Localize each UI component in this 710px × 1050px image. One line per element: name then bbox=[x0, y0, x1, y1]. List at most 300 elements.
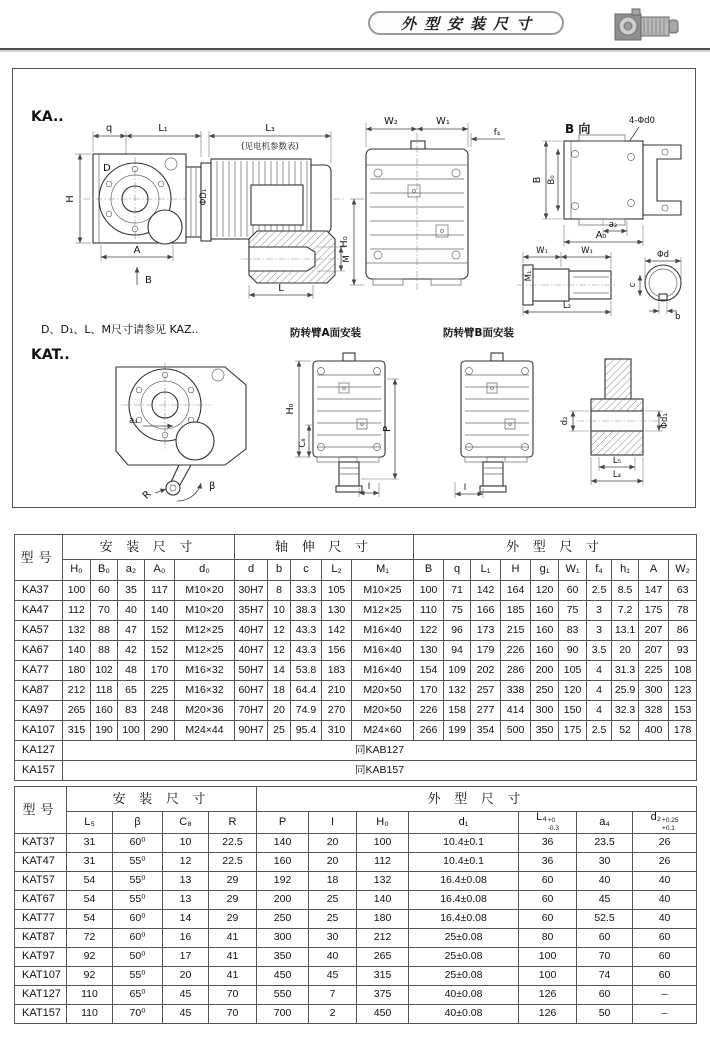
model-cell: KA77 bbox=[15, 661, 63, 681]
value-cell: 45 bbox=[163, 1004, 209, 1023]
value-cell: 286 bbox=[501, 661, 531, 681]
dim-label-a4: a₄ bbox=[129, 416, 138, 426]
value-cell: 183 bbox=[322, 661, 352, 681]
value-cell: 7.2 bbox=[612, 601, 639, 621]
value-cell: 60⁰ bbox=[113, 833, 163, 852]
value-cell: 60 bbox=[519, 871, 577, 890]
value-cell: – bbox=[633, 1004, 697, 1023]
column-header-row bbox=[15, 812, 697, 834]
value-cell: 20 bbox=[163, 966, 209, 985]
value-cell: 108 bbox=[669, 661, 697, 681]
value-cell: 60 bbox=[519, 890, 577, 909]
value-cell: 132 bbox=[63, 621, 91, 641]
value-cell: 96 bbox=[444, 621, 471, 641]
model-cell: KAT127 bbox=[15, 985, 67, 1004]
value-cell: 100 bbox=[118, 721, 145, 741]
value-cell: 173 bbox=[471, 621, 501, 641]
value-cell: 4 bbox=[587, 681, 612, 701]
dim-label-c: c bbox=[628, 282, 638, 288]
value-cell: 190 bbox=[91, 721, 118, 741]
value-cell: 300 bbox=[257, 928, 309, 947]
value-cell: 265 bbox=[63, 701, 91, 721]
value-cell: 153 bbox=[669, 701, 697, 721]
value-cell: M16×40 bbox=[352, 661, 414, 681]
value-cell: 164 bbox=[501, 581, 531, 601]
value-cell: 140 bbox=[145, 601, 175, 621]
value-cell: 71 bbox=[444, 581, 471, 601]
value-cell: 350 bbox=[257, 947, 309, 966]
value-cell: 32.3 bbox=[612, 701, 639, 721]
kat-series-label: KAT.. bbox=[31, 347, 70, 363]
value-cell: 450 bbox=[257, 966, 309, 985]
column-header: W₁ bbox=[559, 560, 587, 581]
value-cell: 226 bbox=[501, 641, 531, 661]
value-cell: 70 bbox=[209, 1004, 257, 1023]
value-cell: 207 bbox=[639, 621, 669, 641]
column-header: d₁ bbox=[409, 812, 519, 834]
dim-label-R: R bbox=[140, 488, 154, 502]
value-cell: 70 bbox=[577, 947, 633, 966]
value-cell: 29 bbox=[209, 871, 257, 890]
value-cell: M20×50 bbox=[352, 681, 414, 701]
model-cell: KA47 bbox=[15, 601, 63, 621]
value-cell: 80 bbox=[519, 928, 577, 947]
value-cell: 110 bbox=[67, 985, 113, 1004]
value-cell: 180 bbox=[357, 909, 409, 928]
value-cell: 30 bbox=[577, 852, 633, 871]
value-cell: 13.1 bbox=[612, 621, 639, 641]
value-cell: 20 bbox=[309, 833, 357, 852]
value-cell: 152 bbox=[145, 621, 175, 641]
value-cell: 10 bbox=[163, 833, 209, 852]
dim-label-A0: A₀ bbox=[595, 230, 607, 241]
value-cell: 45 bbox=[309, 966, 357, 985]
kat-table-body bbox=[15, 833, 697, 1023]
dim-label-M1: M₁ bbox=[524, 270, 534, 282]
value-cell: 17 bbox=[163, 947, 209, 966]
dim-label-L: L bbox=[278, 283, 284, 294]
value-cell: 300 bbox=[639, 681, 669, 701]
value-cell: 147 bbox=[639, 581, 669, 601]
column-header: d₂ +0.25 +0.1 bbox=[633, 812, 697, 834]
value-cell: 2.5 bbox=[587, 581, 612, 601]
value-cell: 225 bbox=[639, 661, 669, 681]
dim-label-W1: W₁ bbox=[436, 116, 450, 127]
model-cell: KA87 bbox=[15, 681, 63, 701]
value-cell: 63 bbox=[669, 581, 697, 601]
value-cell: 90H7 bbox=[235, 721, 268, 741]
dim-label-q: q bbox=[105, 123, 113, 134]
dim-label-phid1: Φd₁ bbox=[660, 413, 670, 429]
value-cell: 60 bbox=[633, 966, 697, 985]
value-cell: 16.4±0.08 bbox=[409, 890, 519, 909]
value-cell: 215 bbox=[501, 621, 531, 641]
dim-label-beta: β bbox=[209, 481, 216, 492]
dim-label-L1: L₁ bbox=[158, 123, 168, 134]
value-cell: 140 bbox=[63, 641, 91, 661]
table-row bbox=[15, 661, 697, 681]
value-cell: 16 bbox=[163, 928, 209, 947]
value-cell: 170 bbox=[145, 661, 175, 681]
value-cell: 132 bbox=[444, 681, 471, 701]
value-cell: 4 bbox=[587, 661, 612, 681]
column-header: L₁ bbox=[471, 560, 501, 581]
value-cell: 250 bbox=[257, 909, 309, 928]
value-cell: 95.4 bbox=[291, 721, 322, 741]
value-cell: M10×20 bbox=[175, 601, 235, 621]
drawing-arm-b bbox=[443, 326, 533, 498]
value-cell: 126 bbox=[519, 985, 577, 1004]
value-cell: 152 bbox=[145, 641, 175, 661]
value-cell: 120 bbox=[531, 581, 559, 601]
value-cell: 100 bbox=[357, 833, 409, 852]
value-cell: 55⁰ bbox=[113, 871, 163, 890]
value-cell: 10 bbox=[268, 601, 291, 621]
value-cell: 60H7 bbox=[235, 681, 268, 701]
value-cell: 200 bbox=[531, 661, 559, 681]
value-cell: 13 bbox=[163, 871, 209, 890]
column-header: H₀ bbox=[357, 812, 409, 834]
value-cell: 42 bbox=[118, 641, 145, 661]
value-cell: 117 bbox=[145, 581, 175, 601]
value-cell: 100 bbox=[414, 581, 444, 601]
value-cell: 160 bbox=[257, 852, 309, 871]
column-header: g₁ bbox=[531, 560, 559, 581]
table-row bbox=[15, 833, 697, 852]
value-cell: 18 bbox=[309, 871, 357, 890]
value-cell: 74.9 bbox=[291, 701, 322, 721]
dim-label-M: M bbox=[342, 255, 352, 263]
kat-dimensions-table bbox=[14, 786, 697, 1024]
value-cell: 2 bbox=[309, 1004, 357, 1023]
column-header: L₄ +0 -0.3 bbox=[519, 812, 577, 834]
value-cell: 300 bbox=[531, 701, 559, 721]
value-cell: M20×36 bbox=[175, 701, 235, 721]
value-cell: 130 bbox=[414, 641, 444, 661]
value-cell: M20×50 bbox=[352, 701, 414, 721]
value-cell: 83 bbox=[118, 701, 145, 721]
header-divider bbox=[0, 48, 710, 50]
dim-label-b: b bbox=[675, 312, 681, 322]
value-cell: 74 bbox=[577, 966, 633, 985]
dim-label-W2: W₂ bbox=[384, 116, 398, 127]
value-cell: 22.5 bbox=[209, 833, 257, 852]
value-cell: 70 bbox=[209, 985, 257, 1004]
value-cell: 38.3 bbox=[291, 601, 322, 621]
column-header: W₂ bbox=[669, 560, 697, 581]
table-row bbox=[15, 928, 697, 947]
value-cell: 41 bbox=[209, 928, 257, 947]
group-header-mounting: 安 装 尺 寸 bbox=[67, 787, 257, 812]
value-cell: 112 bbox=[63, 601, 91, 621]
dim-label-a2: a₂ bbox=[608, 220, 618, 230]
value-cell: 60⁰ bbox=[113, 909, 163, 928]
value-cell: 178 bbox=[669, 721, 697, 741]
drawing-ka-side-view bbox=[31, 109, 352, 336]
ka-table-body bbox=[15, 581, 697, 781]
value-cell: 180 bbox=[63, 661, 91, 681]
value-cell: 8 bbox=[268, 581, 291, 601]
value-cell: 257 bbox=[471, 681, 501, 701]
drawing-panel bbox=[12, 68, 696, 508]
table-row bbox=[15, 890, 697, 909]
value-cell: 41 bbox=[209, 966, 257, 985]
value-cell: 22.5 bbox=[209, 852, 257, 871]
value-cell: 175 bbox=[559, 721, 587, 741]
value-cell: 60⁰ bbox=[113, 928, 163, 947]
value-cell: 88 bbox=[91, 621, 118, 641]
value-cell: 90 bbox=[559, 641, 587, 661]
value-cell: 160 bbox=[91, 701, 118, 721]
dim-label-L3: L₃ bbox=[265, 123, 275, 134]
value-cell: 156 bbox=[322, 641, 352, 661]
model-cell: KA67 bbox=[15, 641, 63, 661]
value-cell: 35 bbox=[118, 581, 145, 601]
column-header: b bbox=[268, 560, 291, 581]
dim-label-H0: H₀ bbox=[285, 403, 296, 415]
table-row bbox=[15, 621, 697, 641]
value-cell: 50H7 bbox=[235, 661, 268, 681]
value-cell: 20 bbox=[309, 852, 357, 871]
column-header-model: 型号 bbox=[15, 535, 63, 581]
value-cell: M10×25 bbox=[352, 581, 414, 601]
value-cell: 94 bbox=[444, 641, 471, 661]
value-cell: 43.3 bbox=[291, 641, 322, 661]
column-header: H₀ bbox=[63, 560, 91, 581]
value-cell: 25.9 bbox=[612, 681, 639, 701]
column-header: R bbox=[209, 812, 257, 834]
value-cell: 160 bbox=[531, 601, 559, 621]
value-cell: 25±0.08 bbox=[409, 966, 519, 985]
value-cell: 120 bbox=[559, 681, 587, 701]
value-cell: 75 bbox=[559, 601, 587, 621]
dim-label-L2: L₂ bbox=[562, 301, 572, 311]
value-cell: 50⁰ bbox=[113, 947, 163, 966]
value-cell: 200 bbox=[257, 890, 309, 909]
value-cell: 16.4±0.08 bbox=[409, 871, 519, 890]
value-cell: 225 bbox=[145, 681, 175, 701]
value-cell: – bbox=[633, 985, 697, 1004]
value-cell: 110 bbox=[414, 601, 444, 621]
value-cell: 41 bbox=[209, 947, 257, 966]
value-cell: 140 bbox=[257, 833, 309, 852]
table-row bbox=[15, 761, 697, 781]
value-cell: 40 bbox=[633, 890, 697, 909]
table-row bbox=[15, 909, 697, 928]
value-cell: 7 bbox=[309, 985, 357, 1004]
dim-label-D: D bbox=[103, 163, 111, 174]
value-cell: 14 bbox=[163, 909, 209, 928]
value-cell: 315 bbox=[63, 721, 91, 741]
value-cell: 160 bbox=[531, 621, 559, 641]
value-cell: 354 bbox=[471, 721, 501, 741]
value-cell: 93 bbox=[669, 641, 697, 661]
value-cell: 202 bbox=[471, 661, 501, 681]
column-header: q bbox=[444, 560, 471, 581]
value-cell: 60 bbox=[519, 909, 577, 928]
column-header: a₂ bbox=[118, 560, 145, 581]
page-title: 外型安装尺寸 bbox=[368, 11, 564, 35]
value-cell: 40±0.08 bbox=[409, 985, 519, 1004]
value-cell: 54 bbox=[67, 890, 113, 909]
value-cell: 154 bbox=[414, 661, 444, 681]
drawing-shaft-section bbox=[560, 359, 670, 485]
value-cell: 175 bbox=[639, 601, 669, 621]
b-view-title: B 向 bbox=[565, 122, 591, 136]
value-cell: 10.4±0.1 bbox=[409, 833, 519, 852]
value-cell: 550 bbox=[257, 985, 309, 1004]
value-cell: 158 bbox=[444, 701, 471, 721]
value-cell: 65⁰ bbox=[113, 985, 163, 1004]
value-cell: 36 bbox=[519, 852, 577, 871]
dim-label-L5: L₅ bbox=[612, 456, 622, 466]
value-cell: 40H7 bbox=[235, 621, 268, 641]
value-cell: 100 bbox=[519, 947, 577, 966]
value-cell: 25 bbox=[268, 721, 291, 741]
value-cell: 47 bbox=[118, 621, 145, 641]
ka-series-label: KA.. bbox=[31, 109, 64, 125]
value-cell: 52 bbox=[612, 721, 639, 741]
value-cell: 60 bbox=[91, 581, 118, 601]
value-cell: 60 bbox=[577, 928, 633, 947]
dim-label-P: P bbox=[382, 425, 393, 433]
value-cell: 60 bbox=[559, 581, 587, 601]
dim-label-H0: H₀ bbox=[339, 236, 350, 248]
dim-label-A: A bbox=[133, 245, 141, 256]
value-cell: 8.5 bbox=[612, 581, 639, 601]
column-header: c bbox=[291, 560, 322, 581]
value-cell: 40 bbox=[633, 909, 697, 928]
dim-label-C8: C₈ bbox=[298, 438, 308, 448]
value-cell: M12×25 bbox=[175, 641, 235, 661]
value-cell: 192 bbox=[257, 871, 309, 890]
value-cell: 53.8 bbox=[291, 661, 322, 681]
column-header-row bbox=[15, 560, 697, 581]
value-cell: 338 bbox=[501, 681, 531, 701]
value-cell: 45 bbox=[163, 985, 209, 1004]
column-header: d bbox=[235, 560, 268, 581]
table-row bbox=[15, 601, 697, 621]
value-cell: 10.4±0.1 bbox=[409, 852, 519, 871]
dim-label-B: B bbox=[145, 275, 152, 286]
value-cell: 40 bbox=[309, 947, 357, 966]
dim-label-I: I bbox=[367, 482, 371, 492]
value-cell: M12×25 bbox=[352, 601, 414, 621]
drawing-ka-front-view bbox=[339, 116, 505, 291]
value-cell: 25 bbox=[309, 909, 357, 928]
value-cell: 55⁰ bbox=[113, 966, 163, 985]
table-row bbox=[15, 681, 697, 701]
ka-dimensions-table bbox=[14, 534, 697, 781]
value-cell: 102 bbox=[91, 661, 118, 681]
drawing-arm-a bbox=[285, 326, 399, 497]
value-cell: 500 bbox=[501, 721, 531, 741]
model-cell: KA57 bbox=[15, 621, 63, 641]
value-cell: 212 bbox=[357, 928, 409, 947]
column-header-model: 型号 bbox=[15, 787, 67, 834]
value-cell: M16×32 bbox=[175, 661, 235, 681]
value-cell: 25 bbox=[309, 890, 357, 909]
value-cell: M16×40 bbox=[352, 621, 414, 641]
value-cell: 60 bbox=[633, 947, 697, 966]
value-cell: 105 bbox=[559, 661, 587, 681]
value-cell: 118 bbox=[91, 681, 118, 701]
value-cell: 25±0.08 bbox=[409, 947, 519, 966]
value-cell: 60 bbox=[577, 985, 633, 1004]
drawing-b-view bbox=[532, 116, 681, 246]
value-cell: 150 bbox=[559, 701, 587, 721]
value-cell: 48 bbox=[118, 661, 145, 681]
value-cell: 375 bbox=[357, 985, 409, 1004]
value-cell: 130 bbox=[322, 601, 352, 621]
merged-cell: 同KAB157 bbox=[63, 761, 697, 781]
value-cell: 250 bbox=[531, 681, 559, 701]
value-cell: 123 bbox=[669, 681, 697, 701]
value-cell: 72 bbox=[67, 928, 113, 947]
table-row bbox=[15, 947, 697, 966]
value-cell: 70H7 bbox=[235, 701, 268, 721]
table-row bbox=[15, 966, 697, 985]
value-cell: 248 bbox=[145, 701, 175, 721]
column-header: h₁ bbox=[612, 560, 639, 581]
table-row bbox=[15, 741, 697, 761]
value-cell: 170 bbox=[414, 681, 444, 701]
value-cell: 55⁰ bbox=[113, 890, 163, 909]
value-cell: 105 bbox=[322, 581, 352, 601]
value-cell: 45 bbox=[577, 890, 633, 909]
drawing-kat-view bbox=[31, 347, 246, 502]
value-cell: 166 bbox=[471, 601, 501, 621]
drawing-shaft-detail bbox=[517, 246, 681, 322]
arm-a-title: 防转臂A面安装 bbox=[290, 327, 362, 339]
column-header: C₈ bbox=[163, 812, 209, 834]
column-header: β bbox=[113, 812, 163, 834]
value-cell: 20 bbox=[268, 701, 291, 721]
column-header: L₅ bbox=[67, 812, 113, 834]
column-header: P bbox=[257, 812, 309, 834]
value-cell: 185 bbox=[501, 601, 531, 621]
dim-label-d2: d₂ bbox=[560, 416, 570, 426]
model-cell: KAT97 bbox=[15, 947, 67, 966]
value-cell: 290 bbox=[145, 721, 175, 741]
value-cell: 450 bbox=[357, 1004, 409, 1023]
dim-label-W1: W₁ bbox=[536, 246, 548, 256]
dim-label-H: H bbox=[65, 195, 76, 203]
value-cell: 54 bbox=[67, 909, 113, 928]
value-cell: 88 bbox=[91, 641, 118, 661]
group-header-mounting: 安 装 尺 寸 bbox=[63, 535, 235, 560]
value-cell: 86 bbox=[669, 621, 697, 641]
dim-label-B: B bbox=[532, 176, 543, 184]
value-cell: 40±0.08 bbox=[409, 1004, 519, 1023]
value-cell: 20 bbox=[612, 641, 639, 661]
value-cell: 12 bbox=[268, 641, 291, 661]
value-cell: 16.4±0.08 bbox=[409, 909, 519, 928]
value-cell: 126 bbox=[519, 1004, 577, 1023]
model-cell: KA37 bbox=[15, 581, 63, 601]
value-cell: 100 bbox=[63, 581, 91, 601]
value-cell: 122 bbox=[414, 621, 444, 641]
value-cell: 29 bbox=[209, 890, 257, 909]
group-header-outline: 外 型 尺 寸 bbox=[414, 535, 697, 560]
dim-label-B0: B₀ bbox=[547, 175, 557, 185]
model-cell: KAT107 bbox=[15, 966, 67, 985]
value-cell: 33.3 bbox=[291, 581, 322, 601]
value-cell: 26 bbox=[633, 852, 697, 871]
group-header-outline: 外 型 尺 寸 bbox=[257, 787, 697, 812]
value-cell: 30 bbox=[309, 928, 357, 947]
value-cell: 142 bbox=[471, 581, 501, 601]
